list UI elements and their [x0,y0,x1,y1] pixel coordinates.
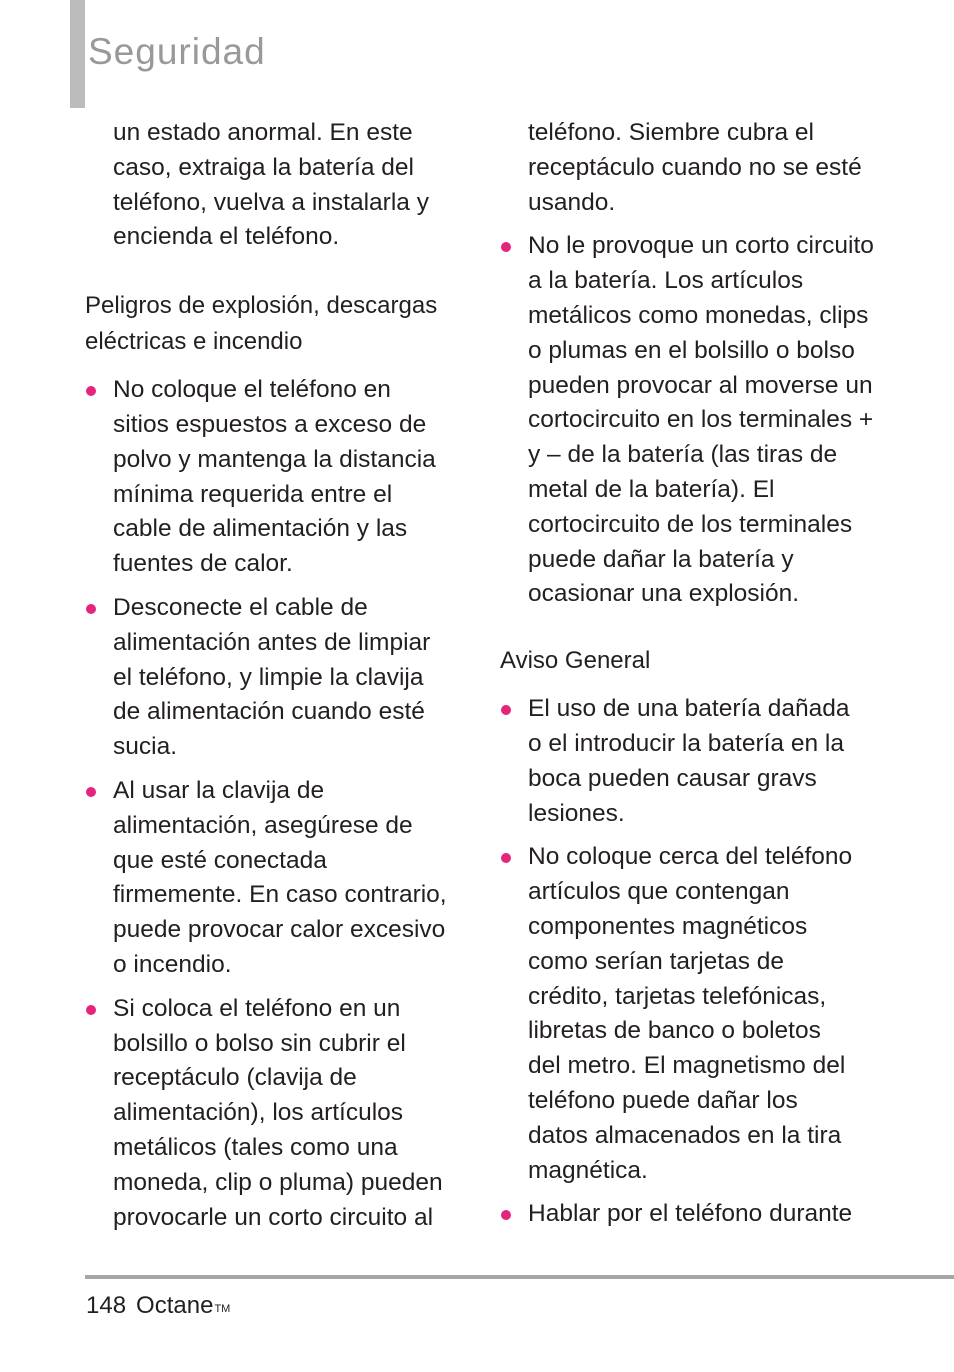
bullet-text-line: crédito, tarjetas telefónicas, [528,982,827,1010]
product-name: Octane [136,1292,214,1319]
bullet-text-line: o incendio. [113,950,232,978]
bullet-item [85,373,455,582]
bullet-text-line: cortocircuito en los terminales + [528,406,874,434]
bullet-text-line: del metro. El magnetismo del [528,1052,846,1080]
bullet-item [85,774,455,983]
bullet-text-line: Desconecte el cable de [113,593,368,621]
bullet-dot-icon [501,1210,511,1220]
bullet-text-line: o el introducir la batería en la [528,729,844,757]
bullet-text-line: alimentación, asegúrese de [113,811,413,839]
bullet-text-line: el teléfono, y limpie la clavija [113,663,424,691]
bullet-text-line: a la batería. Los artículos [528,267,804,295]
text-line: un estado anormal. En este [113,119,413,146]
bullet-text-line: metálicos como monedas, clips [528,301,869,329]
left-column [85,116,455,1235]
bullet-dot-icon [86,1005,96,1015]
bullet-text-line: o plumas en el bolsillo o bolso [528,336,855,364]
bullet-text-line: que esté conectada [113,846,327,874]
text-line: teléfono, vuelva a instalarla y [113,188,429,216]
text-line: caso, extraiga la batería del [113,153,414,181]
bullet-text-line: y – de la batería (las tiras de [528,441,838,469]
continuation-paragraph [500,116,880,220]
bullet-item [85,992,455,1236]
bullet-text-line: como serían tarjetas de [528,947,785,975]
right-column [500,116,880,1232]
bullet-list-battery [500,229,880,612]
bullet-text-line: El uso de una batería dañada [528,695,850,723]
bullet-dot-icon [86,386,96,396]
bullet-text-line: receptáculo (clavija de [113,1064,357,1092]
bullet-text-line: puede provocar calor excesivo [113,916,446,944]
bullet-item [500,229,880,612]
bullet-text-line: bolsillo o bolso sin cubrir el [113,1029,406,1057]
bullet-text-line: ocasionar una explosión. [528,580,800,608]
bullet-text-line: cortocircuito de los terminales [528,510,853,538]
bullet-text-line: datos almacenados en la tira [528,1121,842,1149]
bullet-text-line: metálicos (tales como una [113,1133,398,1161]
title-accent-bar [70,0,85,108]
bullet-text-line: componentes magnéticos [528,912,808,940]
bullet-text-line: provocarle un corto circuito al [113,1203,434,1231]
bullet-text-line: mínima requerida entre el [113,480,393,508]
bullet-dot-icon [86,604,96,614]
bullet-item [500,1197,880,1232]
footer-rule [85,1275,954,1279]
bullet-dot-icon [501,853,511,863]
page-title: Seguridad [88,31,266,72]
bullet-text-line: magnética. [528,1156,648,1184]
page-number: 148 [86,1292,127,1319]
section-heading-general: Aviso General [500,647,651,675]
bullet-text-line: boca pueden causar gravs [528,764,817,792]
text-line: Peligros de explosión, descargas [85,292,438,320]
bullet-text-line: alimentación), los artículos [113,1099,404,1127]
bullet-list-general [500,692,880,1232]
bullet-list-explosion [85,373,455,1235]
bullet-text-line: polvo y mantenga la distancia [113,445,436,473]
bullet-text-line: No coloque el teléfono en [113,376,391,404]
intro-paragraph [85,116,455,255]
section-heading-explosion [85,288,455,360]
bullet-text-line: Al usar la clavija de [113,776,325,804]
bullet-text-line: No le provoque un corto circuito [528,232,874,260]
text-line: eléctricas e incendio [85,328,303,356]
bullet-text-line: pueden provocar al moverse un [528,371,873,399]
bullet-text-line: lesiones. [528,799,625,827]
text-line: encienda el teléfono. [113,223,340,251]
bullet-text-line: libretas de banco o boletos [528,1017,821,1045]
bullet-text-line: metal de la batería). El [528,475,775,503]
bullet-text-line: alimentación antes de limpiar [113,628,431,656]
text-line: teléfono. Siembre cubra el [528,119,814,146]
bullet-dot-icon [501,705,511,715]
bullet-text-line: moneda, clip o pluma) pueden [113,1168,443,1196]
bullet-text-line: Hablar por el teléfono durante [528,1200,853,1228]
text-line: receptáculo cuando no se esté [528,153,862,181]
bullet-text-line: de alimentación cuando esté [113,698,425,726]
bullet-text-line: fuentes de calor. [113,550,293,578]
bullet-text-line: cable de alimentación y las [113,515,408,543]
bullet-item [500,692,880,831]
bullet-text-line: sitios espuestos a exceso de [113,410,427,438]
bullet-text-line: sucia. [113,733,178,761]
bullet-text-line: artículos que contengan [528,878,790,906]
bullet-item [500,840,880,1188]
bullet-text-line: Si coloca el teléfono en un [113,994,401,1022]
bullet-dot-icon [86,787,96,797]
bullet-text-line: firmemente. En caso contrario, [113,881,447,909]
bullet-item [85,591,455,765]
trademark-mark: TM [214,1303,231,1315]
bullet-dot-icon [501,242,511,252]
bullet-text-line: teléfono puede dañar los [528,1086,798,1114]
bullet-text-line: No coloque cerca del teléfono [528,843,853,871]
text-line: usando. [528,188,616,216]
page-footer [86,1289,230,1323]
bullet-text-line: puede dañar la batería y [528,545,794,573]
